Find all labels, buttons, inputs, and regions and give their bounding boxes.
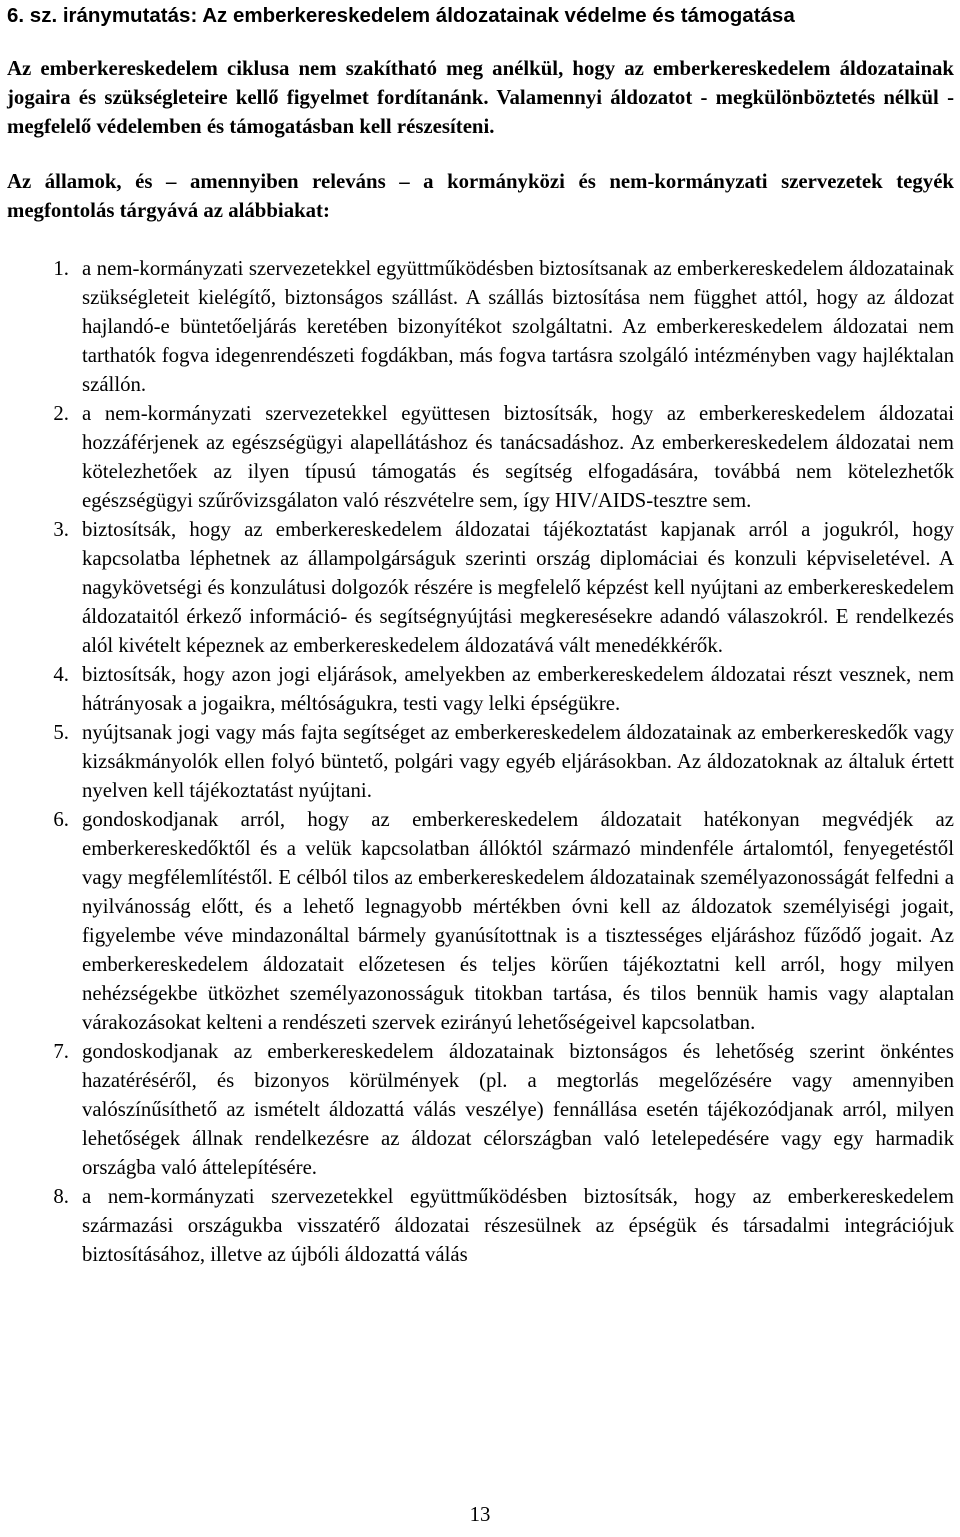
- list-item: [7, 660, 954, 718]
- list-item-text: a nem-kormányzati szervezetekkel együttműködésben biztosítsák, hogy az emberkereskedelem származási országukba visszatérő áldozatai részesülnek az épségük és társadalmi integrációjuk biztosításához, illetve az újbóli áldozattá válás: [82, 1185, 954, 1266]
- list-item: [7, 254, 954, 399]
- page-number: 13: [469, 1503, 491, 1526]
- list-item-text: biztosítsák, hogy az emberkereskedelem áldozatai tájékoztatást kapjanak arról a jogukról, hogy kapcsolatba léphetnek az állampolgárságuk szerinti ország diplomáciai és konzuli képviseletével. A nagykövetségi és konzulátusi dolgozók részére is megfelelő képzést kell nyújtani az emberkereskedelem áldozataitól érkező információ- és segítségnyújtási megkeresésekre adandó válaszokról. E rendelkezés alól kivételt képeznek az emberkereskedelem áldozatává vált menedékkérők.: [82, 518, 954, 657]
- list-item-number: 1.: [53, 257, 69, 280]
- list-item: [7, 1037, 954, 1182]
- instruction-paragraph: Az államok, és – amennyiben releváns – a kormányközi és nem-kormányzati szervezetek tegyék megfontolás tárgyává az alábbiakat:: [7, 170, 954, 222]
- list-item-number: 6.: [53, 808, 69, 831]
- list-item-number: 2.: [53, 402, 69, 425]
- list-item-text: a nem-kormányzati szervezetekkel együttesen biztosítsák, hogy az emberkereskedelem áldozatai hozzáférjenek az egészségügyi alapellátáshoz és tanácsadáshoz. Az emberkereskedelem áldozatai nem kötelezhetőek az ilyen típusú támogatás és segítség elfogadására, továbbá nem kötelezhetők egészségügyi szűrővizsgálaton való részvételre sem, így HIV/AIDS-tesztre sem.: [82, 402, 954, 512]
- list-item: [7, 399, 954, 515]
- intro-paragraph: Az emberkereskedelem ciklusa nem szakítható meg anélkül, hogy az emberkereskedelem áldozatainak jogaira és szükségleteire kellő figyelmet fordítanánk. Valamennyi áldozatot - megkülönböztetés nélkül - megfelelő védelemben és támogatásban kell részesíteni.: [7, 57, 954, 138]
- list-item: [7, 718, 954, 805]
- list-item-number: 3.: [53, 518, 69, 541]
- list-item-number: 7.: [53, 1040, 69, 1063]
- list-item-number: 4.: [53, 663, 69, 686]
- list-item: [7, 805, 954, 1037]
- list-item: [7, 515, 954, 660]
- list-item-text: a nem-kormányzati szervezetekkel együttműködésben biztosítsanak az emberkereskedelem áldozatainak szükségleteit kielégítő, biztonságos szállást. A szállás biztosítása nem függhet attól, hogy az áldozat hajlandó-e büntetőeljárás keretében bizonyítékot szolgáltatni. Az emberkereskedelem áldozatai nem tarthatók fogva idegenrendészeti fogdákban, más fogva tartásra szolgáló intézményben vagy hajléktalan szállón.: [82, 257, 954, 396]
- list-item-number: 8.: [53, 1185, 69, 1208]
- list-item-text: nyújtsanak jogi vagy más fajta segítséget az emberkereskedelem áldozatainak az emberkereskedők vagy kizsákmányolók ellen folyó büntető, polgári vagy egyéb eljárásokban. Az áldozatoknak az általuk értett nyelven kell tájékoztatást nyújtani.: [82, 721, 954, 802]
- list-item-number: 5.: [53, 721, 69, 744]
- list-item-text: biztosítsák, hogy azon jogi eljárások, amelyekben az emberkereskedelem áldozatai részt vesznek, nem hátrányosak a jogaikra, méltóságukra, testi vagy lelki épségükre.: [82, 663, 954, 715]
- list-item-text: gondoskodjanak arról, hogy az emberkereskedelem áldozatait hatékonyan megvédjék az emberkereskedőktől és a velük kapcsolatban állóktól származó mindenféle ártalomtól, fenyegetéstől vagy megfélemlítéstől. E célból tilos az emberkereskedelem áldozatainak személyazonosságát felfedni a nyilvánosság előtt, és a lehető legnagyobb mértékben óvni kell az áldozatok személyiségi jogait, figyelembe véve mindazonáltal bármely gyanúsítottnak is a tisztességes eljáráshoz fűződő jogait. Az emberkereskedelem áldozatait előzetesen és teljes körűen tájékoztatni kell arról, hogy milyen nehézségekbe ütközhet személyazonosságuk titokban tartása, és tilos bennük hamis vagy alaptalan várakozásokat kelteni a rendészeti szervek ezirányú lehetőségeivel kapcsolatban.: [82, 808, 954, 1034]
- list-item: [7, 1182, 954, 1269]
- recommendation-list: [7, 254, 954, 1269]
- section-heading: 6. sz. iránymutatás: Az emberkereskedelem áldozatainak védelme és támogatása: [7, 4, 795, 27]
- list-item-text: gondoskodjanak az emberkereskedelem áldozatainak biztonságos és lehetőség szerint önkéntes hazatéréséről, és bizonyos körülmények (pl. a megtorlás megelőzésére vagy amennyiben valószínűsíthető az ismételt áldozattá válás veszélye) fennállása esetén tájékozódjanak arról, milyen lehetőségek állnak rendelkezésre az áldozat célországban való letelepedésére vagy egy harmadik országba való áttelepítésére.: [82, 1040, 954, 1179]
